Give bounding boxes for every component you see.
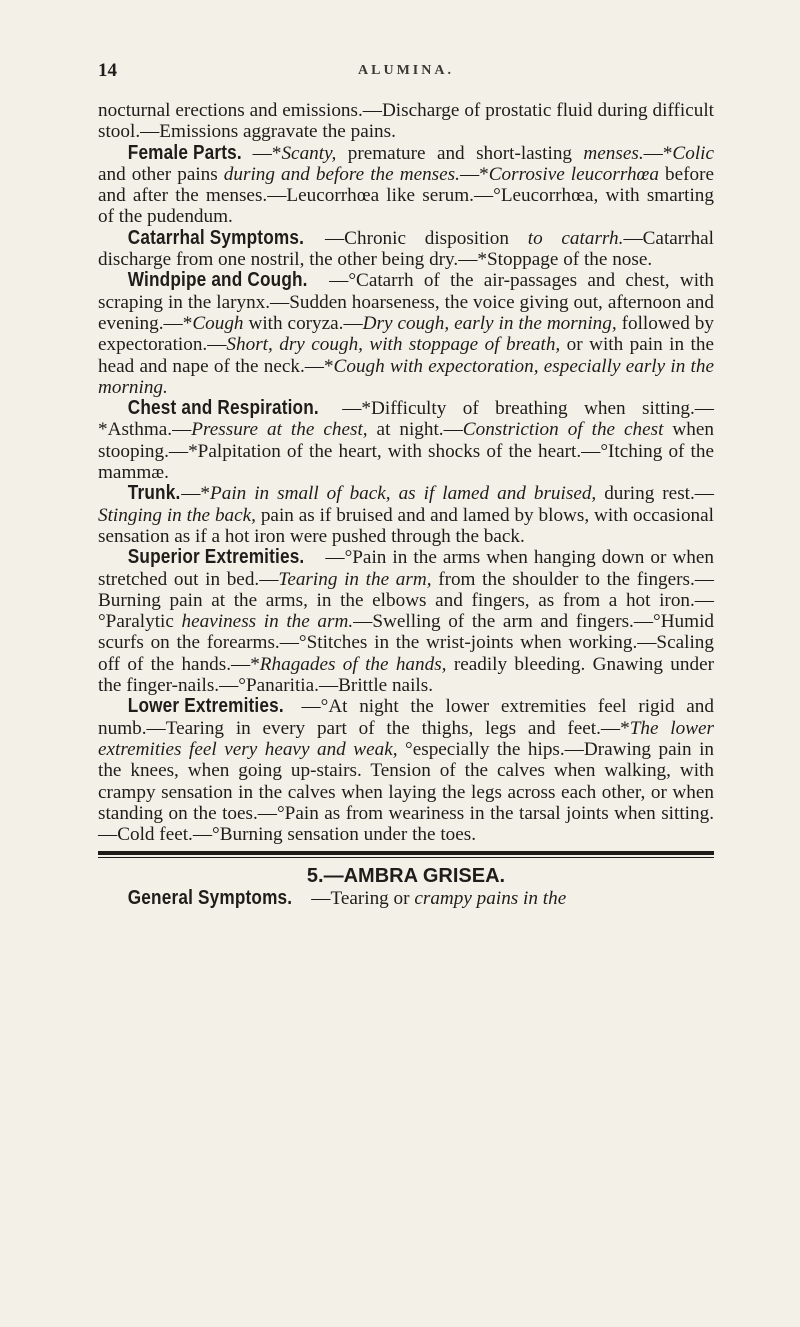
text-run: —*: [252, 142, 282, 164]
intro-paragraph: nocturnal erections and emissions.—Discharge of prostatic fluid during difficult stool.—Emissions aggravate the pains.: [98, 100, 714, 143]
italic-run: Scanty,: [281, 142, 337, 164]
text-run: during rest.—: [596, 483, 714, 505]
catarrhal-heading: Catarrhal Symptoms.: [127, 226, 305, 249]
section-rule-thin: [98, 857, 714, 858]
text-run: and other pains: [98, 163, 224, 185]
female-parts-heading: Female Parts.: [127, 141, 242, 164]
italic-run: Tearing in the arm,: [278, 568, 432, 590]
italic-run: to catarrh.: [527, 227, 624, 249]
text-run: —*: [643, 142, 673, 164]
italic-run: Dry cough, early in the morning,: [362, 312, 617, 334]
text-run: —°Catarrh of the air-passages and chest, with scraping in the larynx.—Sudden hoarseness, the voice giving out, afternoon and evening.—*: [98, 270, 714, 334]
italic-run: Stinging in the back,: [98, 504, 256, 526]
italic-run: Rhagades of the hands,: [259, 653, 447, 675]
chest-paragraph: [98, 398, 714, 483]
female-parts-paragraph: [98, 143, 714, 228]
text-run: —*: [181, 483, 210, 505]
text-run: —°At night the lower extremities feel rigid and numb.—Tearing in every part of the thighs, legs and feet.—*: [98, 696, 714, 739]
superior-extremities-paragraph: [98, 547, 714, 696]
catarrhal-paragraph: [98, 228, 714, 271]
italic-run: Colic: [672, 142, 714, 164]
text-run: —°Pain in the arms when hanging down or when stretched out in bed.—: [98, 547, 714, 590]
windpipe-heading: Windpipe and Cough.: [127, 269, 308, 292]
text-run: at night.—: [367, 419, 463, 441]
text-run: —Catarrhal discharge from one nostril, the other being dry.—*Stoppage of the nose.: [98, 227, 715, 271]
italic-run: Corrosive leucorrhœa: [488, 163, 659, 185]
text-run: when stooping.—*Palpitation of the heart, with shocks of the heart.—°Itching of the mammæ.: [98, 419, 714, 484]
page-header: [98, 60, 714, 100]
text-run: pain as if bruised and and lamed by blows, with occasional sensation as if a hot iron were pushed through the back.: [98, 504, 714, 547]
italic-run: Cough: [192, 312, 244, 334]
text-run: —Swelling of the arm and fingers.—°Humid scurfs on the forearms.—°Stitches in the wrist-joints when working.—Scaling off of the hands.—*: [98, 611, 715, 675]
italic-run: menses.: [583, 142, 644, 164]
italic-run: Cough with expectoration, especially early in the morning.: [98, 355, 714, 398]
text-run: followed by expectoration.—: [98, 312, 714, 356]
italic-run: The lower extremities feel very heavy and weak,: [98, 717, 714, 760]
general-symptoms-heading: General Symptoms.: [127, 887, 293, 910]
text-run: —Chronic disposition: [324, 227, 528, 249]
text-run: or with pain in the head and nape of the neck.—*: [98, 334, 714, 377]
italic-run: crampy pains in the: [414, 888, 567, 910]
lower-extremities-heading: Lower Extremities.: [127, 695, 284, 718]
text-run: from the shoulder to the fingers.—Burning pain at the arms, in the elbows and fingers, as from a hot iron.—°Paralytic: [98, 568, 714, 633]
italic-run: Pressure at the chest,: [191, 419, 368, 441]
body-text: [98, 100, 714, 910]
text-run: premature and short-lasting: [336, 142, 584, 164]
superior-extremities-heading: Superior Extremities.: [127, 546, 305, 569]
section-rule-thick: [98, 851, 714, 855]
trunk-heading: Trunk.: [127, 482, 181, 505]
text-run: readily bleeding. Gnawing under the finger-nails.—°Panaritia.—Brittle nails.: [98, 653, 714, 697]
section-title: 5.—AMBRA GRISEA.: [306, 865, 506, 888]
text-run: —*Difficulty of breathing when sitting.—*Asthma.—: [98, 398, 714, 441]
text-run: °especially the hips.—Drawing pain in the knees, when going up-stairs. Tension of the calves when walking, with crampy sensation in the calves when laying the legs across each other, or when standing on the toes.—°Pain as from weariness in the tarsal joints when sitting.—Cold feet.—°Burning sensation under the toes.: [98, 738, 714, 846]
running-head: ALUMINA.: [358, 63, 454, 78]
general-symptoms-paragraph: [98, 888, 714, 909]
italic-run: Short, dry cough, with stoppage of breath,: [226, 334, 561, 356]
lower-extremities-paragraph: [98, 696, 714, 845]
trunk-paragraph: [98, 483, 714, 547]
italic-run: Pain in small of back, as if lamed and bruised,: [210, 483, 597, 505]
italic-run: Constriction of the chest: [462, 419, 664, 441]
text-run: before and after the menses.—Leucorrhœa like serum.—°Leucorrhœa, with smarting of the pudendum.: [98, 163, 714, 228]
page-number: 14: [98, 60, 117, 81]
text-run: —Tearing or: [311, 888, 415, 910]
windpipe-paragraph: [98, 270, 714, 398]
text-run: with coryza.—: [243, 312, 363, 334]
italic-run: heaviness in the arm.: [181, 611, 354, 633]
chest-heading: Chest and Respiration.: [127, 397, 319, 420]
text-run: —*: [459, 163, 489, 185]
italic-run: during and before the menses.: [223, 163, 460, 185]
